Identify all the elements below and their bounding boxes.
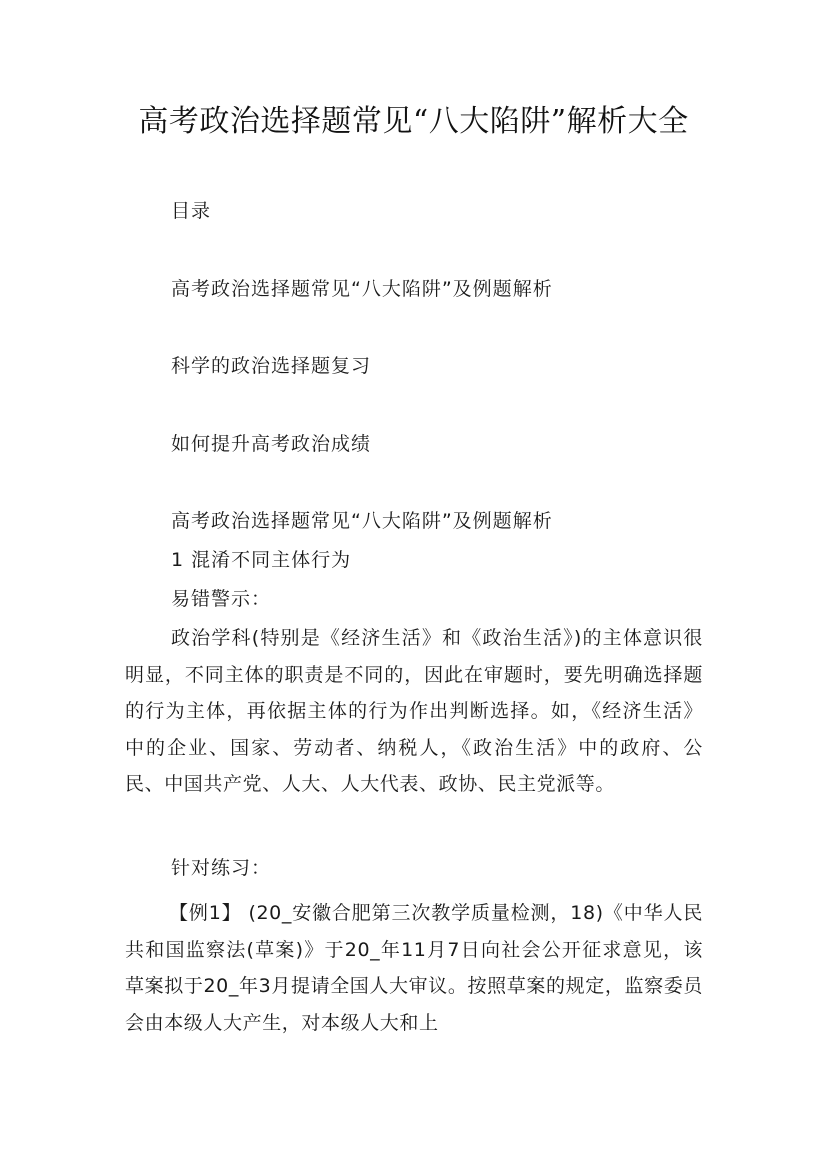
document-title: 高考政治选择题常见“八大陷阱”解析大全 [138, 104, 689, 139]
warning-label: 易错警示： [171, 588, 272, 610]
practice-label: 针对练习： [171, 857, 272, 879]
toc-item-2: 科学的政治选择题复习 [171, 355, 372, 377]
toc-item-1: 高考政治选择题常见“八大陷阱”及例题解析 [171, 278, 553, 300]
subheading-1: 1 混淆不同主体行为 [171, 549, 352, 571]
paragraph-2: 【例1】 (20_安徽合肥第三次教学质量检测，18)《中华人民共和国监察法(草案)》于20_年11月7日向社会公开征求意见，该草案拟于20_年3月提请全国人大审议。按照草案的规定，监察委员会由本级人大产生，对本级人大和上 [125, 902, 703, 1034]
toc-heading: 目录 [171, 200, 212, 222]
section-heading: 高考政治选择题常见“八大陷阱”及例题解析 [171, 510, 553, 532]
toc-item-3: 如何提升高考政治成绩 [171, 433, 372, 455]
paragraph-1: 政治学科(特别是《经济生活》和《政治生活》)的主体意识很明显，不同主体的职责是不同的，因此在审题时，要先明确选择题的行为主体，再依据主体的行为作出判断选择。如，《经济生活》中的企业、国家、劳动者、纳税人，《政治生活》中的政府、公民、中国共产党、人大、人大代表、政协、民主党派等。 [125, 627, 703, 796]
